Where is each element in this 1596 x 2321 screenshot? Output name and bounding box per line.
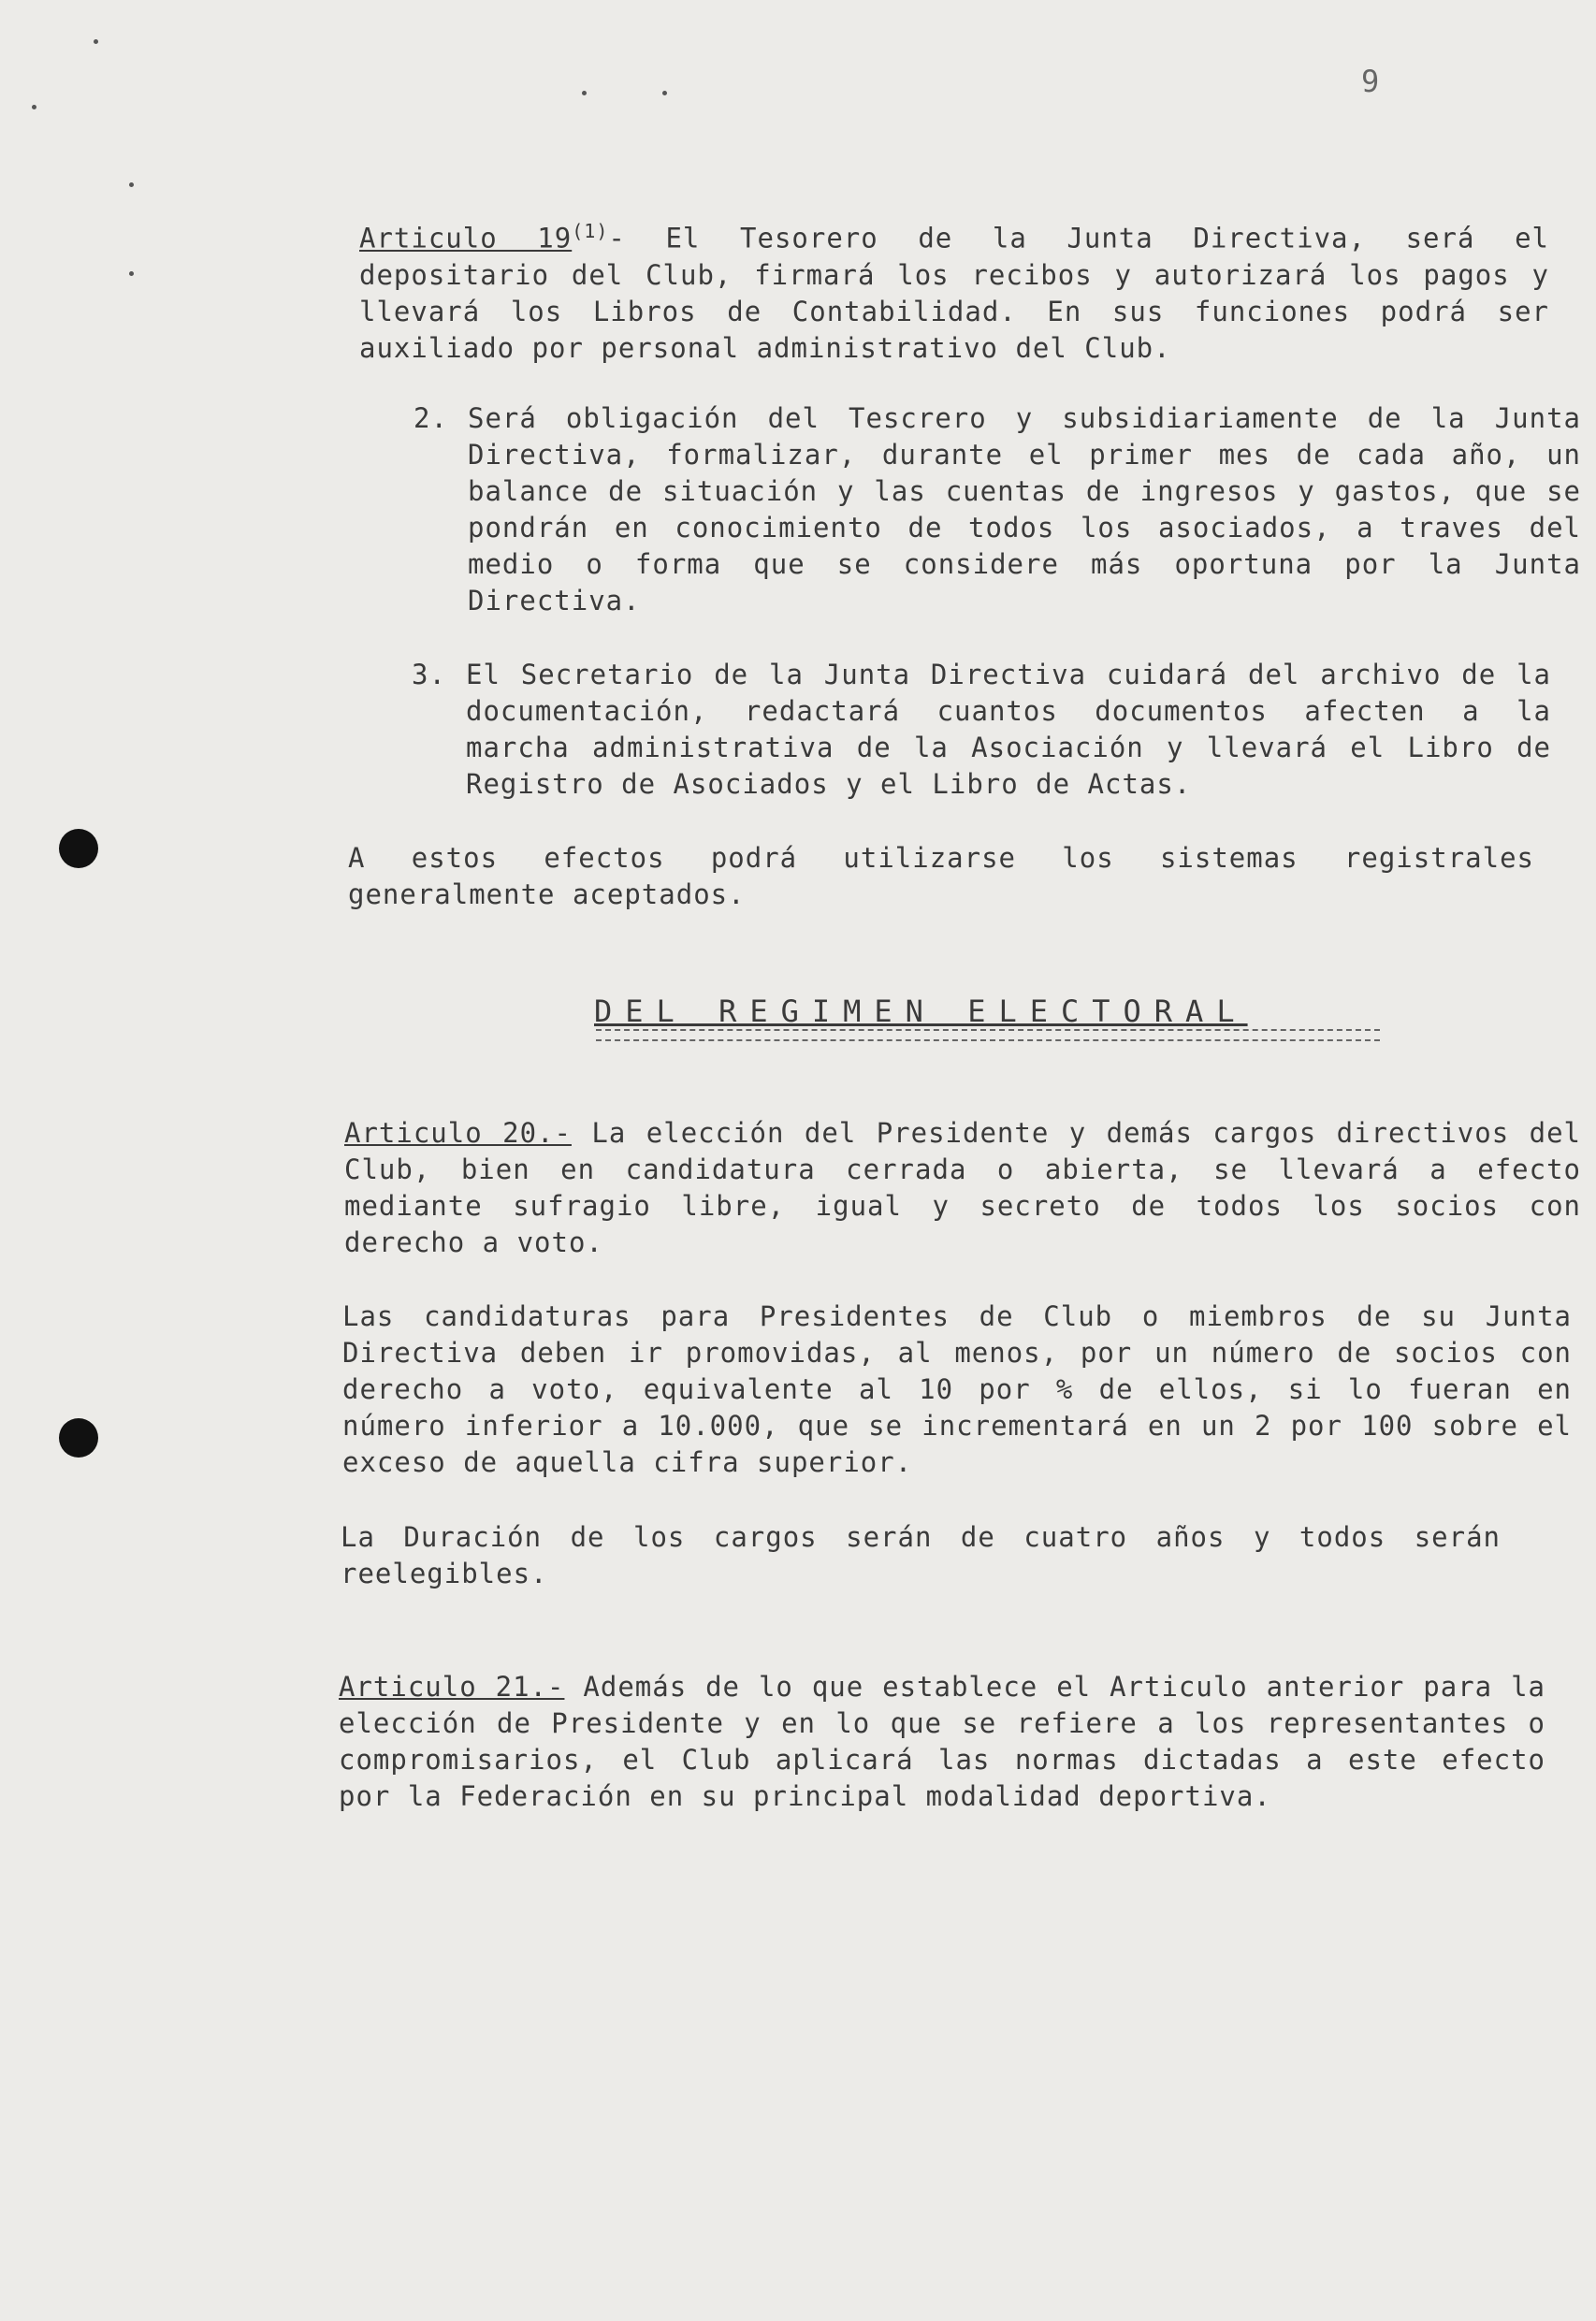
item-2-text: Será obligación del Tescrero y subsidiariamente de la Junta Directiva, formalizar, durante el primer mes de cada año, un balance de situación y las cuentas de ingresos y gastos, que se pondrán en conocimiento de todos los asociados, a traves del medio o forma que se considere más oportuna por la Junta Directiva. — [468, 402, 1581, 617]
article-20-text: La elección del Presidente y demás cargos directivos del Club, bien en candidatura cerrada o abierta, se llevará a efecto mediante sufragio libre, igual y secreto de todos los socios con derecho a voto. — [344, 1117, 1582, 1258]
paragraph-duracion: La Duración de los cargos serán de cuatro años y todos serán reelegibles. — [341, 1521, 1501, 1589]
paragraph-candidaturas: Las candidaturas para Presidentes de Club o miembros de su Junta Directiva deben ir promovidas, al menos, por un número de socios con derecho a voto, equivalente al 10 por % de ellos, si lo fueran en número inferior a 10.000, que se incrementará en un 2 por 100 sobre el exceso de aquella cifra superior. — [342, 1300, 1572, 1478]
article-19-separator: - — [608, 222, 626, 254]
article-19-text: El Tesorero de la Junta Directiva, será el depositario del Club, firmará los recibos y autorizará los pagos y llevará los Libros de Contabilidad. En sus funciones podrá ser auxiliado por personal administrativo del Club. — [359, 222, 1549, 364]
item-3-number: 3. — [412, 659, 446, 690]
article-19-label: Articulo 19 — [359, 222, 573, 254]
speck — [94, 39, 98, 44]
article-21-label: Articulo 21.- — [339, 1671, 565, 1703]
speck — [662, 91, 667, 95]
item-2-number: 2. — [414, 402, 448, 434]
section-heading: DEL REGIMEN ELECTORAL — [594, 994, 1248, 1029]
speck — [32, 105, 36, 109]
speck — [129, 271, 134, 276]
binder-hole-top — [59, 829, 98, 868]
article-19 — [359, 213, 1549, 367]
speck — [129, 182, 134, 187]
footnote-marker: (1) — [572, 220, 609, 242]
article-20 — [344, 1115, 1581, 1261]
binder-hole-bottom — [59, 1418, 98, 1458]
speck — [582, 91, 587, 95]
heading-double-underline — [596, 1029, 1380, 1041]
paragraph-registros: A estos efectos podrá utilizarse los sistemas registrales generalmente aceptados. — [348, 842, 1534, 910]
page-number: 9 — [1361, 64, 1380, 99]
article-21-text: Además de lo que establece el Articulo anterior para la elección de Presidente y en lo que se refiere a los representantes o compromisarios, el Club aplicará las normas dictadas a este efecto por la Federación en su principal modalidad deportiva. — [339, 1671, 1545, 1812]
article-21 — [339, 1669, 1545, 1815]
item-3-text: El Secretario de la Junta Directiva cuidará del archivo de la documentación, redactará cuantos documentos afecten a la marcha administrativa de la Asociación y llevará el Libro de Registro de Asociados y el Libro de Actas. — [466, 659, 1551, 800]
article-20-label: Articulo 20.- — [344, 1117, 572, 1149]
